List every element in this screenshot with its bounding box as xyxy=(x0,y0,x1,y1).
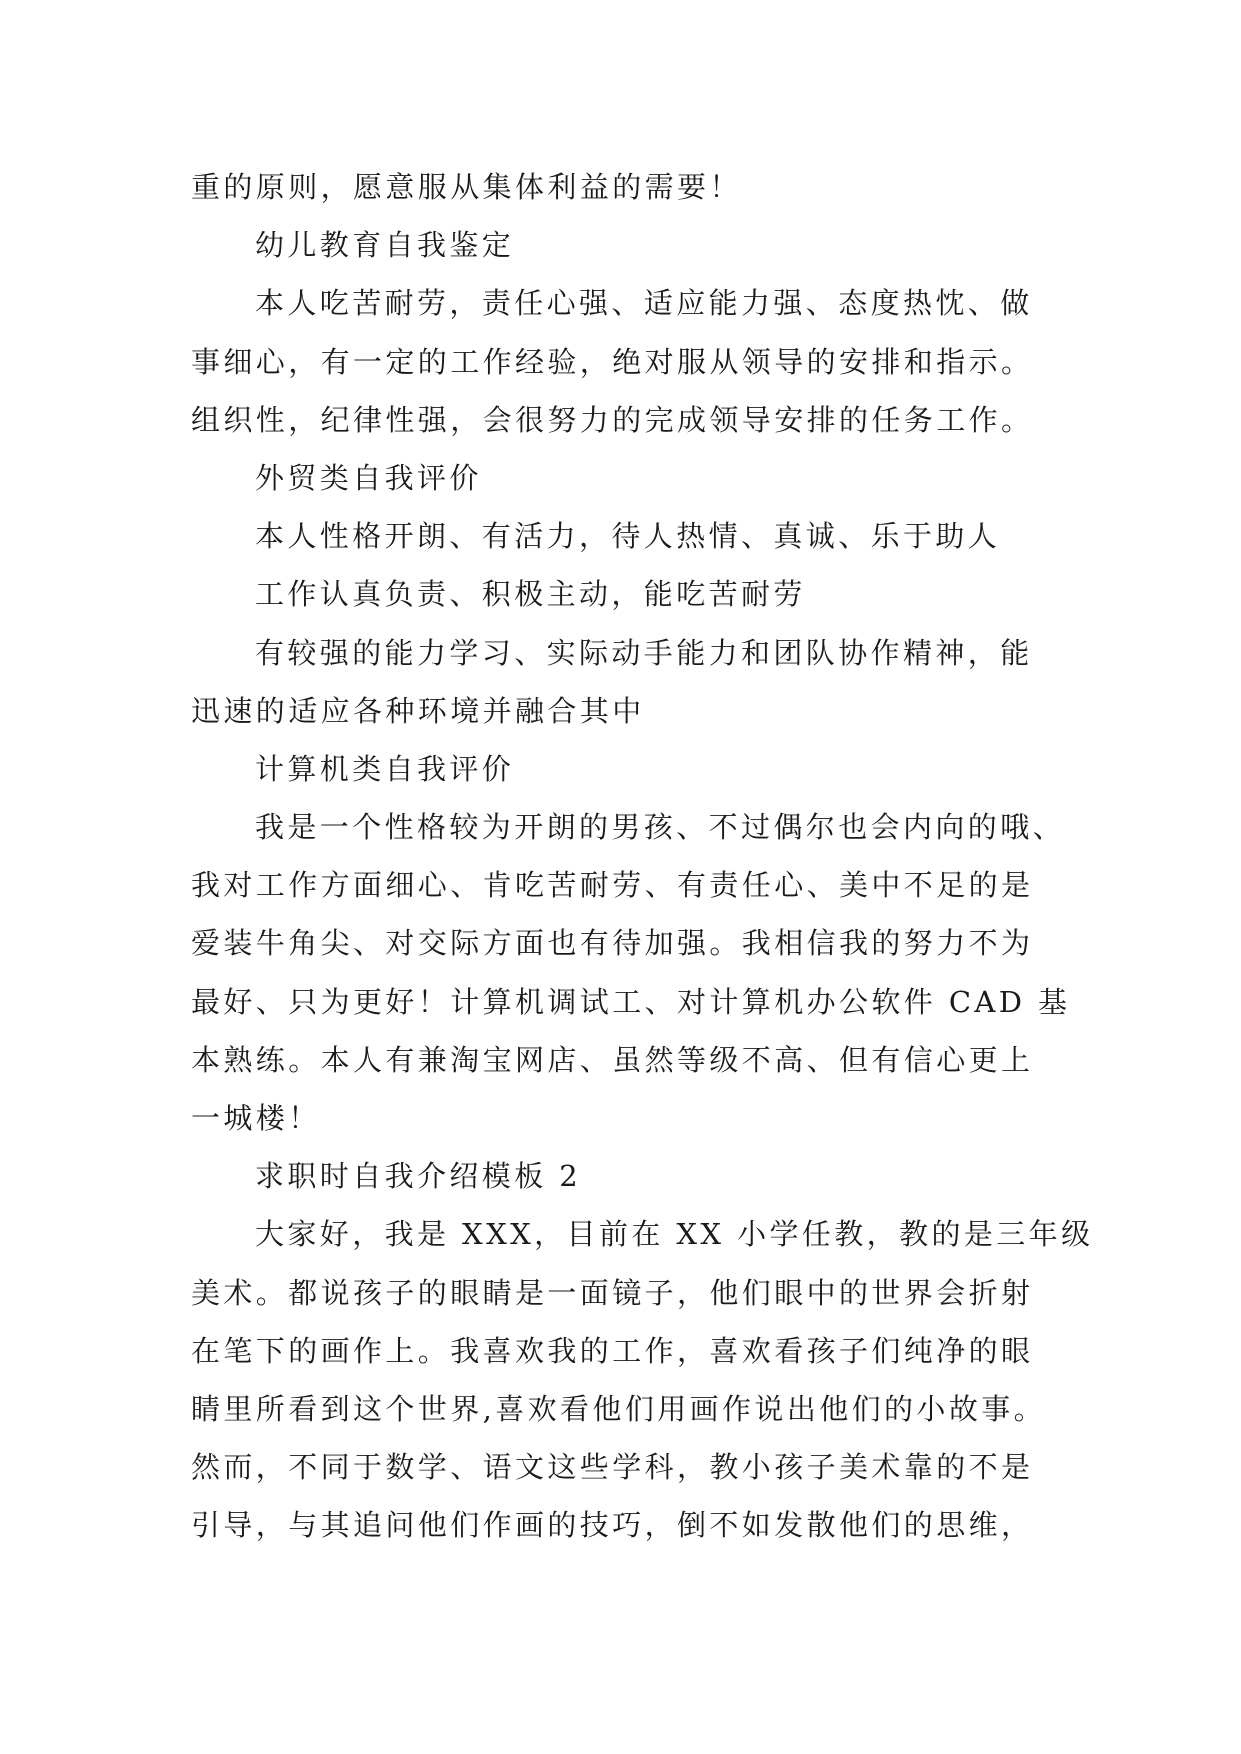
section-heading: 计算机类自我评价 xyxy=(255,751,515,786)
text-line: 我是一个性格较为开朗的男孩、不过偶尔也会内向的哦、 xyxy=(255,810,1066,845)
text-line: 爱装牛角尖、对交际方面也有待加强。我相信我的努力不为 xyxy=(191,926,1034,961)
text-line: 事细心，有一定的工作经验，绝对服从领导的安排和指示。 xyxy=(191,344,1034,379)
text-line: 最好、只为更好！计算机调试工、对计算机办公软件 CAD 基 xyxy=(191,984,1071,1019)
text-line: 引导，与其追问他们作画的技巧，倒不如发散他们的思维， xyxy=(191,1508,1034,1543)
document-body xyxy=(191,158,1094,1555)
section-heading: 求职时自我介绍模板 2 xyxy=(255,1159,582,1194)
text-line: 一城楼！ xyxy=(191,1101,321,1135)
text-line: 睛里所看到这个世界,喜欢看他们用画作说出他们的小故事。 xyxy=(191,1391,1047,1426)
section-heading: 幼儿教育自我鉴定 xyxy=(255,228,515,263)
text-line: 重的原则，愿意服从集体利益的需要！ xyxy=(191,170,742,204)
text-line: 本人性格开朗、有活力，待人热情、真诚、乐于助人 xyxy=(255,519,1001,554)
section-heading: 外贸类自我评价 xyxy=(255,460,482,495)
text-line: 然而，不同于数学、语文这些学科，教小孩子美术靠的不是 xyxy=(191,1450,1034,1485)
text-line: 美术。都说孩子的眼睛是一面镜子，他们眼中的世界会折射 xyxy=(191,1275,1034,1310)
text-line: 本人吃苦耐劳，责任心强、适应能力强、态度热忱、做 xyxy=(255,286,1033,321)
text-line: 工作认真负责、积极主动，能吃苦耐劳 xyxy=(255,577,806,612)
text-line: 我对工作方面细心、肯吃苦耐劳、有责任心、美中不足的是 xyxy=(191,868,1034,903)
text-line: 有较强的能力学习、实际动手能力和团队协作精神，能 xyxy=(255,635,1033,670)
text-line: 本熟练。本人有兼淘宝网店、虽然等级不高、但有信心更上 xyxy=(191,1042,1034,1077)
text-line: 在笔下的画作上。我喜欢我的工作，喜欢看孩子们纯净的眼 xyxy=(191,1333,1034,1368)
text-line: 大家好，我是 XXX，目前在 XX 小学任教，教的是三年级 xyxy=(255,1217,1094,1252)
text-line: 迅速的适应各种环境并融合其中 xyxy=(191,693,645,728)
text-line: 组织性，纪律性强，会很努力的完成领导安排的任务工作。 xyxy=(191,402,1034,437)
